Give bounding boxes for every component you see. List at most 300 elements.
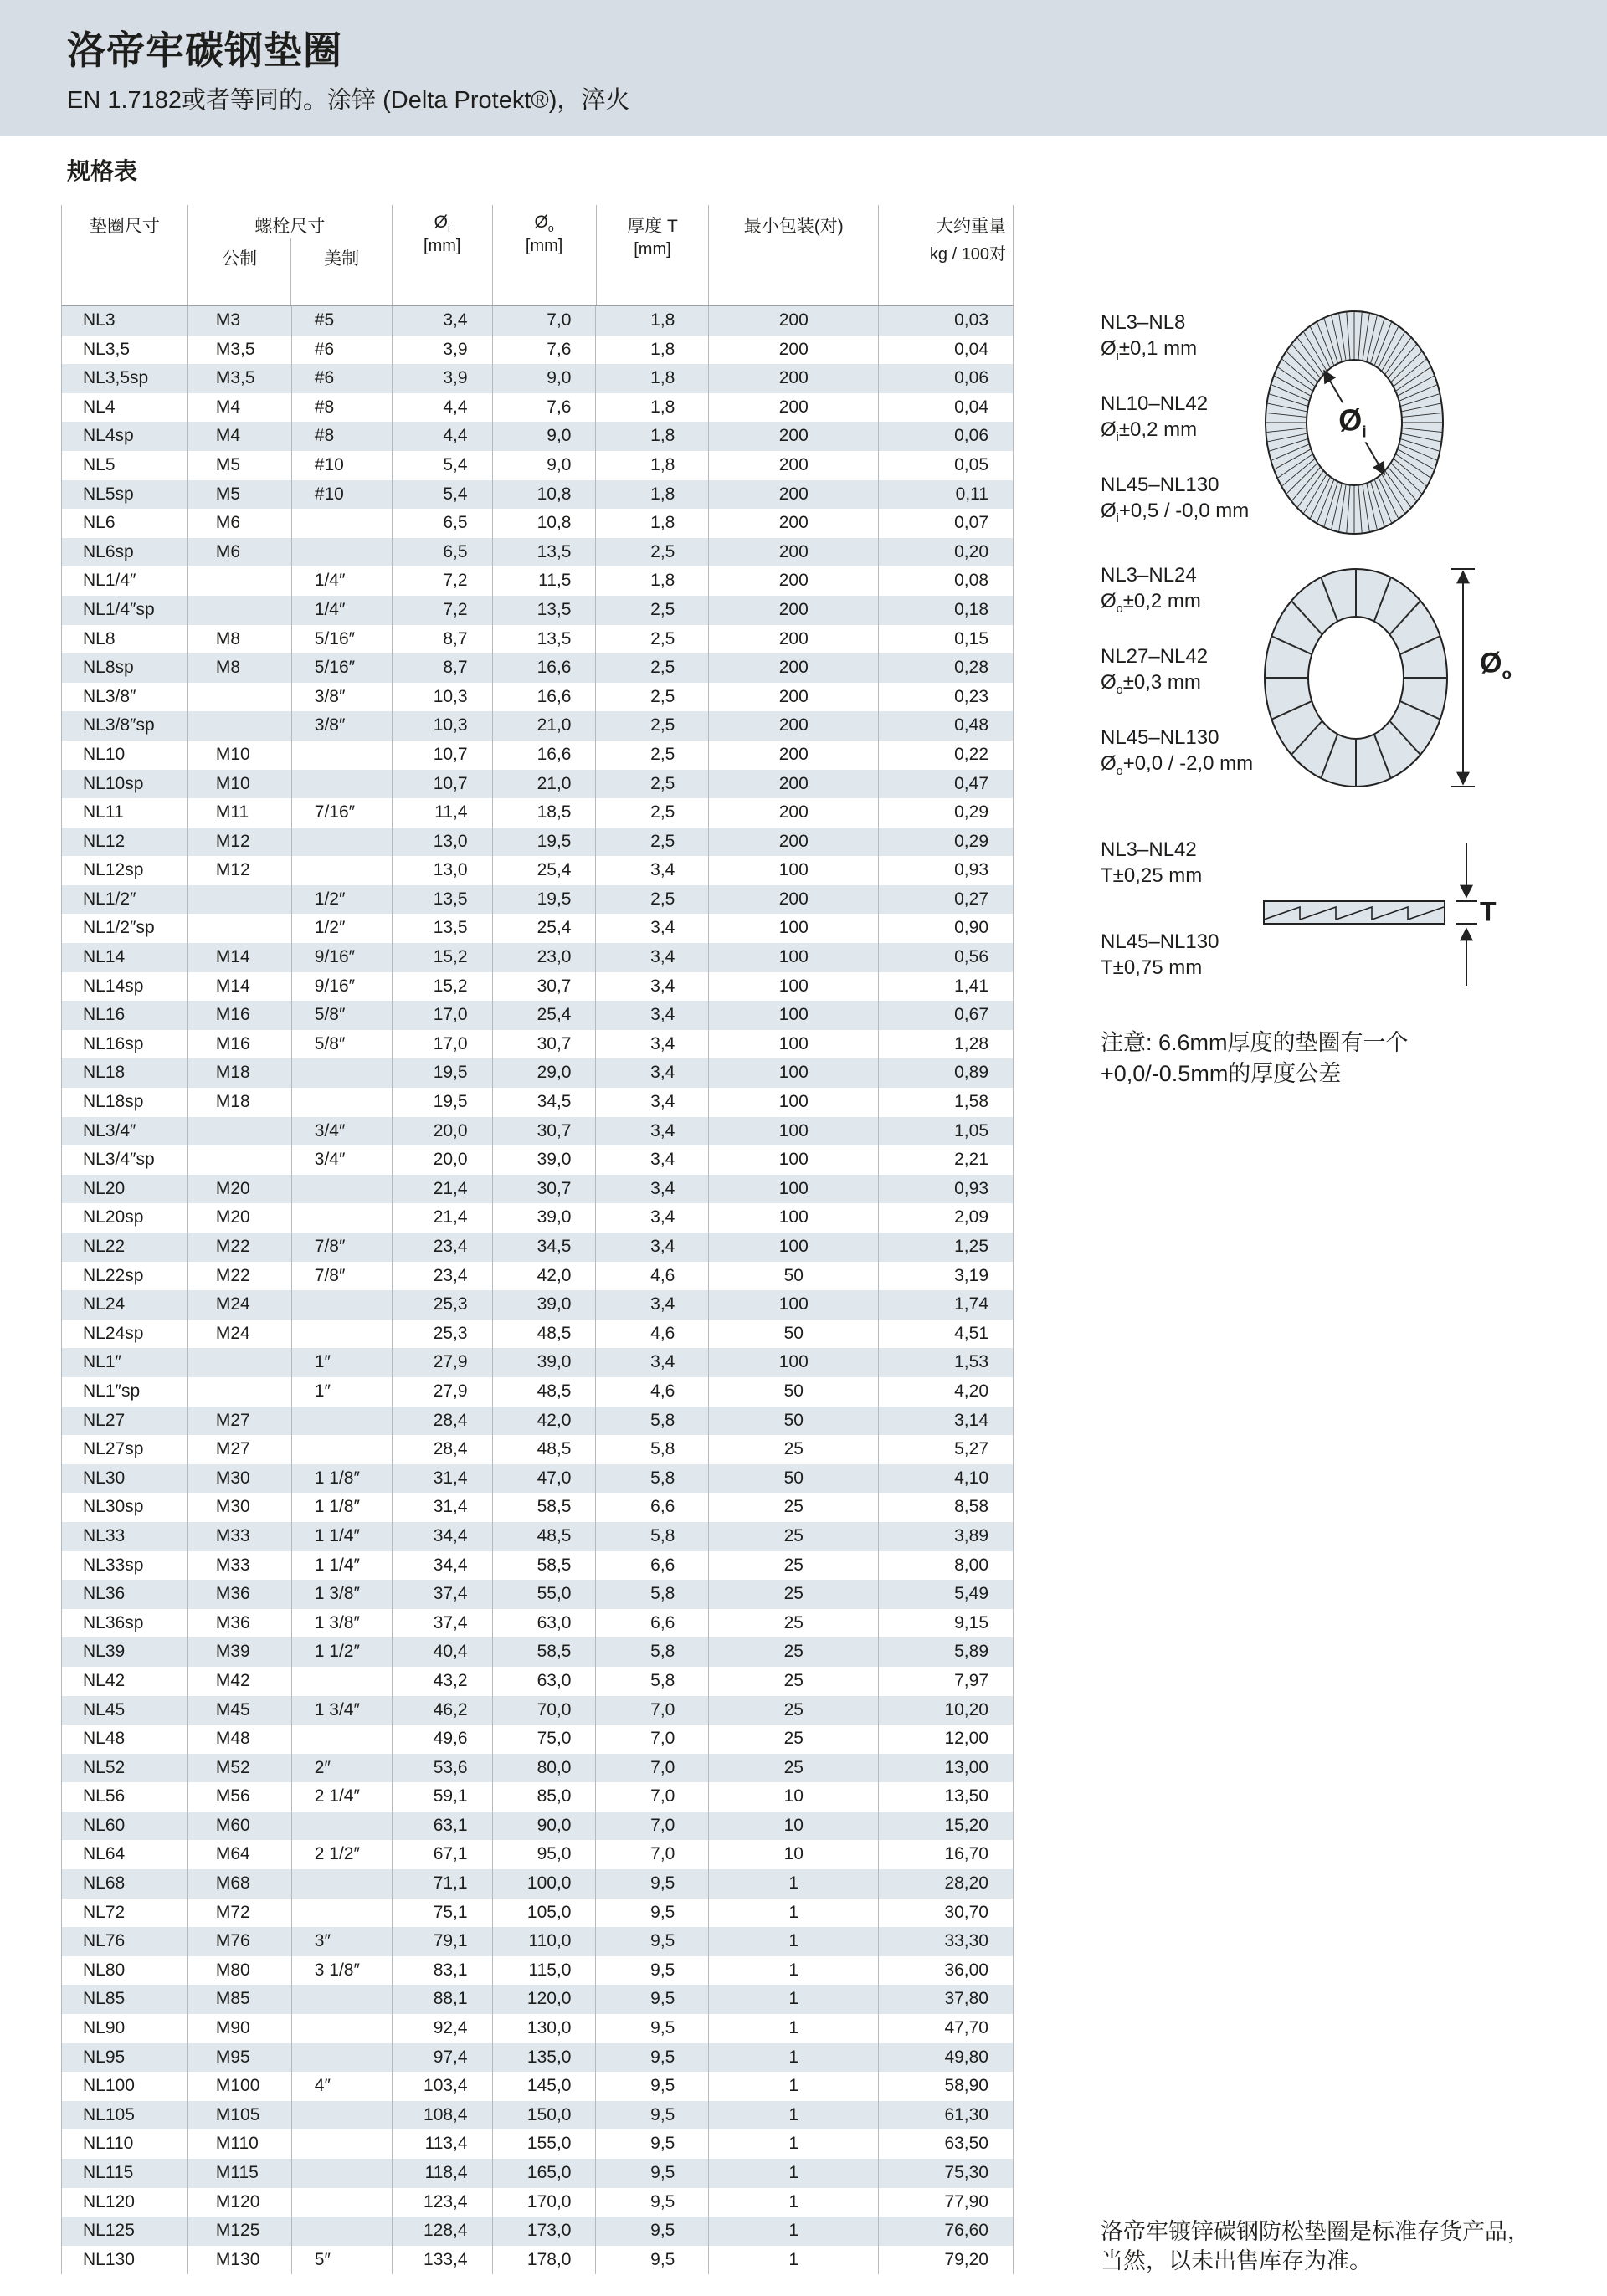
table-row xyxy=(62,1175,1014,1204)
table-cell: 5″ xyxy=(292,2246,393,2275)
table-cell xyxy=(188,566,292,596)
table-cell: M10 xyxy=(188,770,292,799)
table-cell: M95 xyxy=(188,2043,292,2073)
table-cell: 63,0 xyxy=(493,1609,597,1638)
table-cell: #6 xyxy=(292,364,393,393)
table-cell: 2,5 xyxy=(596,770,709,799)
table-row xyxy=(62,1869,1014,1899)
table-cell: NL12sp xyxy=(62,856,188,885)
table-cell: M33 xyxy=(188,1551,292,1581)
tolerance-entry: NL10–NL42 $Ø_i\pm 0,2$ mm xyxy=(1101,392,1209,444)
table-cell: 13,00 xyxy=(879,1754,1014,1783)
table-cell: 59,1 xyxy=(393,1782,493,1812)
table-cell: 8,00 xyxy=(879,1551,1014,1581)
table-row xyxy=(62,1088,1014,1117)
table-cell: 7,0 xyxy=(596,1782,709,1812)
table-row xyxy=(62,2072,1014,2101)
table-cell: M3,5 xyxy=(188,336,292,365)
table-cell: 7,0 xyxy=(596,1812,709,1841)
table-cell: 83,1 xyxy=(393,1956,493,1986)
table-cell: 5,4 xyxy=(393,480,493,510)
spec-table-header xyxy=(61,205,1014,306)
table-cell: 1,58 xyxy=(879,1088,1014,1117)
table-cell: 36,00 xyxy=(879,1956,1014,1986)
table-row xyxy=(62,1754,1014,1783)
table-cell: 0,22 xyxy=(879,741,1014,770)
table-cell: M36 xyxy=(188,1580,292,1609)
header-us: 美制 xyxy=(324,249,360,269)
table-cell: 1 xyxy=(709,1927,879,1956)
table-cell: 7,97 xyxy=(879,1667,1014,1696)
table-cell: 200 xyxy=(709,509,879,538)
table-cell: M120 xyxy=(188,2188,292,2217)
table-cell: M6 xyxy=(188,538,292,567)
table-cell: 9/16″ xyxy=(292,943,393,972)
table-cell: 1 1/8″ xyxy=(292,1464,393,1494)
table-cell: M100 xyxy=(188,2072,292,2101)
table-cell: 9,5 xyxy=(596,2072,709,2101)
table-cell: 1,25 xyxy=(879,1233,1014,1262)
table-cell: 25 xyxy=(709,1551,879,1581)
table-cell: 0,04 xyxy=(879,336,1014,365)
table-cell: 42,0 xyxy=(493,1262,597,1291)
table-cell: 105,0 xyxy=(493,1899,597,1928)
table-cell: M24 xyxy=(188,1320,292,1349)
table-cell: 7/16″ xyxy=(292,798,393,828)
table-cell: 58,5 xyxy=(493,1551,597,1581)
table-cell: 5,8 xyxy=(596,1637,709,1667)
table-cell: 50 xyxy=(709,1464,879,1494)
table-cell: 5/8″ xyxy=(292,1001,393,1030)
table-cell: M68 xyxy=(188,1869,292,1899)
table-cell: NL52 xyxy=(62,1754,188,1783)
table-cell: NL3/4″ xyxy=(62,1117,188,1146)
table-cell: 0,93 xyxy=(879,1175,1014,1204)
table-cell: 1,8 xyxy=(596,509,709,538)
table-cell: 48,5 xyxy=(493,1435,597,1464)
table-cell: 3,4 xyxy=(596,1290,709,1320)
table-cell: NL68 xyxy=(62,1869,188,1899)
table-cell: #8 xyxy=(292,422,393,451)
table-cell: 100 xyxy=(709,914,879,943)
table-cell: 25 xyxy=(709,1696,879,1725)
table-cell: 25 xyxy=(709,1435,879,1464)
table-cell: NL125 xyxy=(62,2217,188,2246)
table-cell: 15,2 xyxy=(393,943,493,972)
table-cell: NL80 xyxy=(62,1956,188,1986)
table-row xyxy=(62,943,1014,972)
table-cell: 0,04 xyxy=(879,393,1014,423)
table-cell: M18 xyxy=(188,1058,292,1088)
table-cell: NL115 xyxy=(62,2159,188,2188)
table-cell: 3,4 xyxy=(596,972,709,1002)
table-cell: #10 xyxy=(292,451,393,480)
table-cell: 9/16″ xyxy=(292,972,393,1002)
table-cell: 3/4″ xyxy=(292,1145,393,1175)
table-cell: M56 xyxy=(188,1782,292,1812)
table-cell xyxy=(292,1290,393,1320)
table-cell: M42 xyxy=(188,1667,292,1696)
table-cell: 30,70 xyxy=(879,1899,1014,1928)
table-cell: M76 xyxy=(188,1927,292,1956)
header-metric: 公制 xyxy=(188,238,292,305)
table-cell: 23,4 xyxy=(393,1233,493,1262)
table-cell: 200 xyxy=(709,596,879,625)
table-cell: NL5 xyxy=(62,451,188,480)
table-cell: 1/4″ xyxy=(292,596,393,625)
table-cell: 1 3/8″ xyxy=(292,1580,393,1609)
table-cell: 200 xyxy=(709,798,879,828)
table-cell xyxy=(292,770,393,799)
table-cell: M14 xyxy=(188,943,292,972)
table-cell: 18,5 xyxy=(493,798,597,828)
table-cell: 3 1/8″ xyxy=(292,1956,393,1986)
table-cell: 11,5 xyxy=(493,566,597,596)
header-bolt-size-group xyxy=(188,205,393,305)
table-cell: 50 xyxy=(709,1407,879,1436)
table-cell: 4,10 xyxy=(879,1464,1014,1494)
table-cell: 3,4 xyxy=(596,1058,709,1088)
table-cell: M12 xyxy=(188,828,292,857)
table-row xyxy=(62,1262,1014,1291)
table-cell: 1 xyxy=(709,2101,879,2130)
table-cell xyxy=(292,2159,393,2188)
table-cell: 15,2 xyxy=(393,972,493,1002)
table-cell: 100,0 xyxy=(493,1869,597,1899)
table-cell: 1 3/4″ xyxy=(292,1696,393,1725)
table-cell: 6,6 xyxy=(596,1551,709,1581)
table-cell: 1″ xyxy=(292,1348,393,1377)
table-cell: 25 xyxy=(709,1637,879,1667)
table-row xyxy=(62,770,1014,799)
table-cell: 1 1/2″ xyxy=(292,1637,393,1667)
table-cell: 1,8 xyxy=(596,393,709,423)
table-cell: M48 xyxy=(188,1725,292,1754)
table-cell: 110,0 xyxy=(493,1927,597,1956)
table-cell: 123,4 xyxy=(393,2188,493,2217)
table-cell: 0,90 xyxy=(879,914,1014,943)
table-cell: 2,5 xyxy=(596,828,709,857)
table-cell: 0,67 xyxy=(879,1001,1014,1030)
table-cell: 200 xyxy=(709,393,879,423)
table-cell: NL4 xyxy=(62,393,188,423)
table-cell: 200 xyxy=(709,422,879,451)
header-min-package: 最小包装(对) xyxy=(709,205,879,305)
table-cell: 20,0 xyxy=(393,1145,493,1175)
table-cell xyxy=(292,1203,393,1233)
table-cell: 1 xyxy=(709,2188,879,2217)
table-cell: 2 1/2″ xyxy=(292,1840,393,1869)
table-cell: 3″ xyxy=(292,1927,393,1956)
table-cell: 70,0 xyxy=(493,1696,597,1725)
table-row xyxy=(62,393,1014,423)
table-cell: M8 xyxy=(188,625,292,654)
table-cell: 165,0 xyxy=(493,2159,597,2188)
table-cell: 37,4 xyxy=(393,1580,493,1609)
outer-diameter-tolerances xyxy=(1101,562,1253,805)
table-row xyxy=(62,856,1014,885)
table-cell: 1,41 xyxy=(879,972,1014,1002)
table-cell: NL27 xyxy=(62,1407,188,1436)
table-cell: M80 xyxy=(188,1956,292,1986)
table-cell: NL110 xyxy=(62,2129,188,2159)
table-cell: NL60 xyxy=(62,1812,188,1841)
table-cell: 7,0 xyxy=(596,1725,709,1754)
table-cell: 1″ xyxy=(292,1377,393,1407)
table-cell: 113,4 xyxy=(393,2129,493,2159)
table-cell: 9,5 xyxy=(596,2217,709,2246)
table-row xyxy=(62,509,1014,538)
table-cell: 10 xyxy=(709,1840,879,1869)
table-cell: M20 xyxy=(188,1175,292,1204)
table-row xyxy=(62,2246,1014,2275)
table-cell: M36 xyxy=(188,1609,292,1638)
table-cell: 6,6 xyxy=(596,1493,709,1522)
table-row xyxy=(62,538,1014,567)
table-cell: 0,29 xyxy=(879,828,1014,857)
table-cell: 7,6 xyxy=(493,336,597,365)
table-cell: 150,0 xyxy=(493,2101,597,2130)
table-row xyxy=(62,480,1014,510)
table-row xyxy=(62,1522,1014,1551)
table-cell: 200 xyxy=(709,480,879,510)
table-cell: 19,5 xyxy=(393,1088,493,1117)
table-row xyxy=(62,1782,1014,1812)
table-cell: NL64 xyxy=(62,1840,188,1869)
table-cell: 1 xyxy=(709,1869,879,1899)
table-cell xyxy=(292,538,393,567)
table-cell: 34,4 xyxy=(393,1522,493,1551)
table-cell: 2,5 xyxy=(596,741,709,770)
table-cell: NL6 xyxy=(62,509,188,538)
table-cell: 0,28 xyxy=(879,653,1014,683)
table-cell: 7,6 xyxy=(493,393,597,423)
table-cell: M6 xyxy=(188,509,292,538)
table-cell: M39 xyxy=(188,1637,292,1667)
table-cell: 128,4 xyxy=(393,2217,493,2246)
table-cell: 13,50 xyxy=(879,1782,1014,1812)
table-row xyxy=(62,1058,1014,1088)
table-cell: 0,23 xyxy=(879,683,1014,712)
table-cell xyxy=(188,1377,292,1407)
table-cell: NL16 xyxy=(62,1001,188,1030)
table-cell xyxy=(188,1348,292,1377)
table-cell: 0,89 xyxy=(879,1058,1014,1088)
thickness-tolerances xyxy=(1101,837,1219,1021)
table-row xyxy=(62,2188,1014,2217)
table-cell xyxy=(292,2129,393,2159)
table-cell: 9,5 xyxy=(596,1985,709,2014)
table-cell: 5,8 xyxy=(596,1667,709,1696)
table-cell: 2,5 xyxy=(596,653,709,683)
table-cell: NL5sp xyxy=(62,480,188,510)
table-cell xyxy=(292,1985,393,2014)
table-cell: NL8sp xyxy=(62,653,188,683)
table-cell: 13,5 xyxy=(393,885,493,915)
table-cell xyxy=(292,741,393,770)
table-cell: 100 xyxy=(709,1145,879,1175)
table-cell: M16 xyxy=(188,1030,292,1059)
table-cell: 1 xyxy=(709,2217,879,2246)
table-row xyxy=(62,914,1014,943)
table-cell: 3,4 xyxy=(393,306,493,336)
table-cell: 200 xyxy=(709,625,879,654)
table-cell: 46,2 xyxy=(393,1696,493,1725)
table-cell: 3,4 xyxy=(596,1233,709,1262)
header-thickness: 厚度 T [mm] xyxy=(597,205,710,305)
table-cell: 115,0 xyxy=(493,1956,597,1986)
table-cell: 30,7 xyxy=(493,1030,597,1059)
table-cell: 1 xyxy=(709,1899,879,1928)
table-cell: 25,4 xyxy=(493,856,597,885)
table-cell: 2,5 xyxy=(596,683,709,712)
table-cell: 2,5 xyxy=(596,711,709,741)
table-cell: NL105 xyxy=(62,2101,188,2130)
table-cell: 1,8 xyxy=(596,480,709,510)
table-cell: M27 xyxy=(188,1407,292,1436)
table-row xyxy=(62,596,1014,625)
table-cell: 0,27 xyxy=(879,885,1014,915)
table-cell: 3,4 xyxy=(596,1145,709,1175)
table-cell: 30,7 xyxy=(493,1175,597,1204)
table-cell: 0,05 xyxy=(879,451,1014,480)
table-cell: 9,5 xyxy=(596,2246,709,2275)
table-cell xyxy=(292,2217,393,2246)
table-cell: 1,8 xyxy=(596,364,709,393)
table-cell: 4,6 xyxy=(596,1320,709,1349)
table-cell: 53,6 xyxy=(393,1754,493,1783)
table-cell: 118,4 xyxy=(393,2159,493,2188)
table-cell: 20,0 xyxy=(393,1117,493,1146)
table-cell: NL33sp xyxy=(62,1551,188,1581)
table-row xyxy=(62,683,1014,712)
table-cell: 0,06 xyxy=(879,364,1014,393)
table-cell: M4 xyxy=(188,393,292,423)
inner-diameter-dim-label: $Ø_i$ xyxy=(1336,402,1369,442)
table-row xyxy=(62,1899,1014,1928)
table-cell: 10,7 xyxy=(393,741,493,770)
table-row xyxy=(62,306,1014,336)
table-row xyxy=(62,885,1014,915)
table-cell: 4″ xyxy=(292,2072,393,2101)
table-cell: 200 xyxy=(709,336,879,365)
table-cell: 16,6 xyxy=(493,683,597,712)
table-cell: 50 xyxy=(709,1377,879,1407)
table-row xyxy=(62,828,1014,857)
table-cell xyxy=(292,2188,393,2217)
table-cell xyxy=(292,2043,393,2073)
table-cell: 75,30 xyxy=(879,2159,1014,2188)
table-cell: NL1″sp xyxy=(62,1377,188,1407)
table-cell: 13,5 xyxy=(493,596,597,625)
table-cell: 3,4 xyxy=(596,1175,709,1204)
table-cell: 25,3 xyxy=(393,1290,493,1320)
table-cell: NL11 xyxy=(62,798,188,828)
table-cell: 100 xyxy=(709,1348,879,1377)
table-cell: 0,11 xyxy=(879,480,1014,510)
table-cell: 5,27 xyxy=(879,1435,1014,1464)
table-cell: 200 xyxy=(709,741,879,770)
table-row xyxy=(62,1377,1014,1407)
table-cell: 92,4 xyxy=(393,2014,493,2043)
table-cell: M3,5 xyxy=(188,364,292,393)
table-row xyxy=(62,1290,1014,1320)
table-cell: M30 xyxy=(188,1464,292,1494)
table-cell: 103,4 xyxy=(393,2072,493,2101)
table-cell: 5/8″ xyxy=(292,1030,393,1059)
table-cell: 1,53 xyxy=(879,1348,1014,1377)
table-cell: 3,4 xyxy=(596,1088,709,1117)
table-cell: M22 xyxy=(188,1233,292,1262)
table-cell: 6,5 xyxy=(393,509,493,538)
table-cell: 15,20 xyxy=(879,1812,1014,1841)
table-cell: 12,00 xyxy=(879,1725,1014,1754)
table-cell: 0,03 xyxy=(879,306,1014,336)
table-cell: NL1″ xyxy=(62,1348,188,1377)
table-cell: 5,8 xyxy=(596,1435,709,1464)
table-cell: 7,0 xyxy=(596,1754,709,1783)
table-cell xyxy=(292,1812,393,1841)
table-cell xyxy=(292,1899,393,1928)
table-cell: NL22 xyxy=(62,1233,188,1262)
table-cell: 0,93 xyxy=(879,856,1014,885)
table-cell: 39,0 xyxy=(493,1348,597,1377)
table-cell: 21,4 xyxy=(393,1175,493,1204)
table-cell: 61,30 xyxy=(879,2101,1014,2130)
table-cell: 100 xyxy=(709,1001,879,1030)
table-cell: NL30sp xyxy=(62,1493,188,1522)
table-cell: 100 xyxy=(709,1058,879,1088)
table-cell: 9,5 xyxy=(596,2014,709,2043)
table-cell: 0,29 xyxy=(879,798,1014,828)
table-cell: 13,0 xyxy=(393,828,493,857)
table-row xyxy=(62,1637,1014,1667)
table-cell: 200 xyxy=(709,306,879,336)
table-cell: 25,4 xyxy=(493,914,597,943)
table-row xyxy=(62,1609,1014,1638)
table-cell: M14 xyxy=(188,972,292,1002)
table-cell: 97,4 xyxy=(393,2043,493,2073)
table-cell: 3,4 xyxy=(596,1001,709,1030)
table-cell: 10,8 xyxy=(493,509,597,538)
table-cell: NL3,5 xyxy=(62,336,188,365)
table-cell: 1,8 xyxy=(596,566,709,596)
table-cell: 9,5 xyxy=(596,1956,709,1986)
table-cell: NL3/8″sp xyxy=(62,711,188,741)
table-cell: 25 xyxy=(709,1667,879,1696)
table-cell: 6,5 xyxy=(393,538,493,567)
table-cell: NL16sp xyxy=(62,1030,188,1059)
table-cell: 13,5 xyxy=(393,914,493,943)
table-cell: 3,4 xyxy=(596,943,709,972)
table-cell: NL120 xyxy=(62,2188,188,2217)
table-cell: NL85 xyxy=(62,1985,188,2014)
table-cell: #10 xyxy=(292,480,393,510)
table-row xyxy=(62,422,1014,451)
table-cell: 9,0 xyxy=(493,364,597,393)
table-row xyxy=(62,1551,1014,1581)
table-cell: 1,74 xyxy=(879,1290,1014,1320)
table-cell: 2,5 xyxy=(596,625,709,654)
table-row xyxy=(62,336,1014,365)
table-cell: 100 xyxy=(709,1088,879,1117)
table-cell: NL27sp xyxy=(62,1435,188,1464)
table-cell: 0,06 xyxy=(879,422,1014,451)
table-cell: 100 xyxy=(709,1203,879,1233)
table-cell: NL3,5sp xyxy=(62,364,188,393)
table-cell: 58,90 xyxy=(879,2072,1014,2101)
table-cell: 178,0 xyxy=(493,2246,597,2275)
